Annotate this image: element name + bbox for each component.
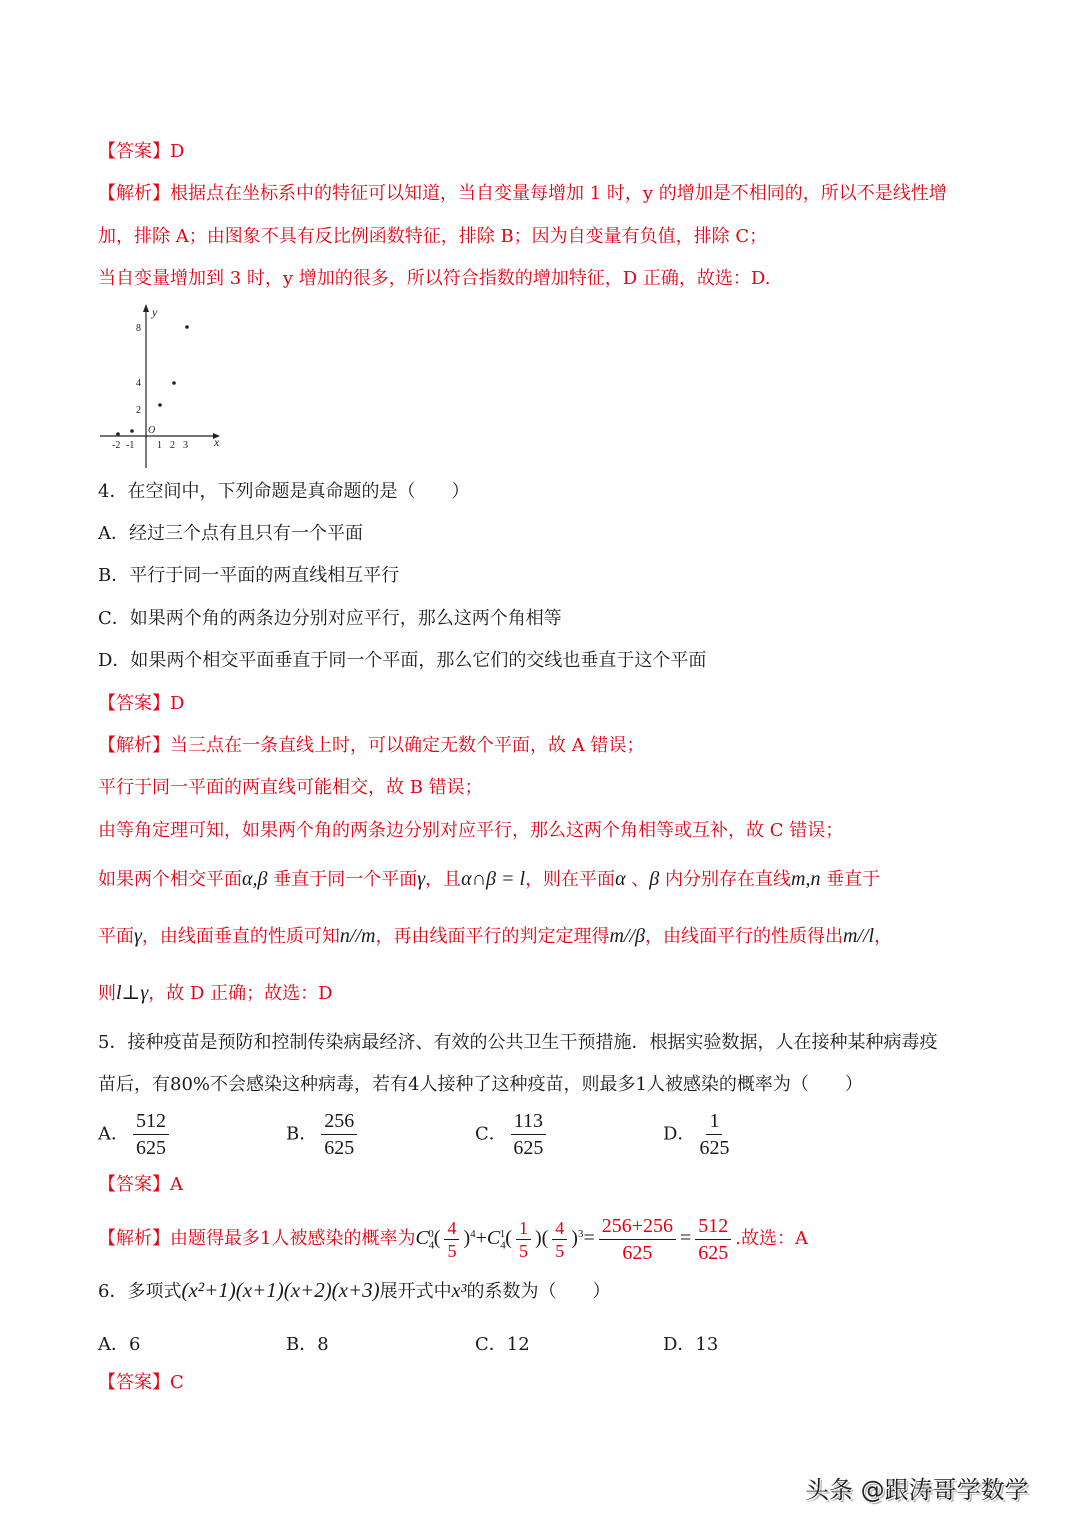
q5-option-d: D． $\frac{1}{625}$: [663, 1110, 730, 1159]
q5-stem-line-1: 5．接种疫苗是预防和控制传染病最经济、有效的公共卫生干预措施．根据实验数据，人在接种某种病毒疫: [98, 1032, 938, 1053]
q4-option-c: C．如果两个角的两条边分别对应平行，那么这两个角相等: [98, 608, 562, 629]
q5-option-c: C． $\frac{113}{625}$: [475, 1108, 550, 1161]
svg-text:-1: -1: [126, 440, 135, 451]
q4-analysis-line-3: 由等角定理可知，如果两个角的两条边分别对应平行，那么这两个角相等或互补，故 C 错误；: [98, 820, 844, 841]
q4-analysis-line-4: 如果两个相交平面α,β 垂直于同一个平面γ，且α∩β = l，则在平面α 、β 内分别存在直线m,n 垂直于: [98, 868, 881, 890]
q3-analysis-line-3: 当自变量增加到 3 时，y 增加的很多，所以符合指数的增加特征，D 正确，故选：D.: [98, 268, 771, 289]
data-point: [130, 429, 134, 433]
watermark: 头条 @跟涛哥学数学: [805, 1476, 1029, 1504]
q4-analysis-line-2: 平行于同一平面的两直线可能相交，故 B 错误；: [98, 777, 483, 798]
q4-option-b: B．平行于同一平面的两直线相互平行: [98, 565, 400, 586]
analysis-label: 【解析】: [98, 183, 170, 204]
q5-option-a: A． $\frac{512}{625}$: [98, 1108, 173, 1161]
data-point: [116, 432, 120, 436]
q5-stem-line-2: 苗后，有80%不会感染这种病毒，若有4人接种了这种疫苗，则最多1人被感染的概率为（ ）: [98, 1074, 863, 1095]
q3-analysis-line-1: 【解析】根据点在坐标系中的特征可以知道，当自变量每增加 1 时，y 的增加是不相同的，所以不是线性增: [98, 183, 947, 204]
q6-option-a: A．6: [98, 1334, 141, 1355]
data-point: [172, 381, 176, 385]
q4-analysis-line-6: 则l⊥γ，故 D 正确；故选：D: [98, 982, 333, 1004]
svg-text:4: 4: [136, 378, 141, 389]
q4-option-a: A．经过三个点有且只有一个平面: [98, 523, 363, 544]
q6-option-c: C．12: [475, 1334, 530, 1355]
svg-text:2: 2: [170, 440, 175, 451]
q5-analysis: 【解析】由题得最多1人被感染的概率为$C_4^0$( $\frac{4}{5}$ )$^4+C_4^1$( $\frac{1}{5}$ )( $\frac{4}{5}$ )$^3$= $\frac{256+256}{625}$ = $\frac{512}{625}$ .故选：A: [98, 1214, 809, 1264]
svg-text:-2: -2: [112, 440, 121, 451]
q4-analysis-line-1: 【解析】当三点在一条直线上时，可以确定无数个平面，故 A 错误；: [98, 735, 645, 756]
x-axis-label: x: [214, 435, 220, 449]
answer-label: 【答案】: [98, 141, 170, 162]
data-point: [158, 403, 162, 407]
y-axis-label: y: [152, 305, 158, 319]
svg-text:8: 8: [136, 323, 141, 334]
answer-value: D: [170, 141, 185, 162]
q6-option-b: B．8: [286, 1334, 329, 1355]
scatter-graph: [98, 300, 228, 470]
q4-answer: 【答案】D: [98, 693, 185, 714]
q6-option-d: D．13: [663, 1334, 719, 1355]
q4-analysis-line-5: 平面γ，由线面垂直的性质可知n//m，再由线面平行的判定定理得m//β，由线面平行的性质得出m//l，: [98, 925, 893, 947]
q3-answer: [98, 140, 184, 164]
q6-answer: 【答案】C: [98, 1372, 184, 1393]
data-point: [185, 325, 189, 329]
svg-text:3: 3: [183, 440, 188, 451]
q5-option-b: B． $\frac{256}{625}$: [286, 1108, 361, 1161]
q4-option-d: D．如果两个相交平面垂直于同一个平面，那么它们的交线也垂直于这个平面: [98, 650, 707, 671]
q6-stem: 6．多项式(x²+1)(x+1)(x+2)(x+3)展开式中x³的系数为（ ）: [98, 1278, 611, 1302]
q3-analysis-line-2: 加，排除 A；由图象不具有反比例函数特征，排除 B；因为自变量有负值，排除 C；: [98, 226, 768, 247]
origin-label: O: [148, 425, 156, 436]
q4-stem: 4．在空间中，下列命题是真命题的是（ ）: [98, 481, 470, 502]
svg-text:2: 2: [136, 405, 141, 416]
svg-text:1: 1: [157, 440, 162, 451]
q5-answer: 【答案】A: [98, 1174, 183, 1195]
